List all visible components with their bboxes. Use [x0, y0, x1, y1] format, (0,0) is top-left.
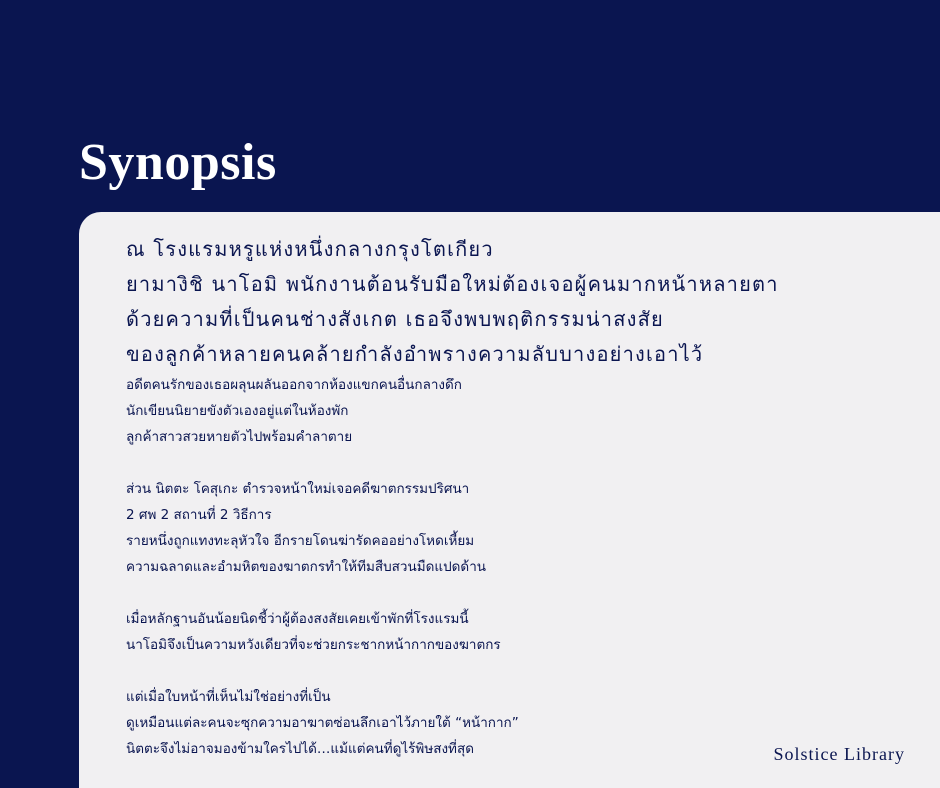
- lead-line: ของลูกค้าหลายคนคล้ายกำลังอำพรางความลับบางอย่างเอาไว้: [126, 342, 704, 366]
- paragraph-1: [126, 372, 926, 450]
- body-line: ความฉลาดและอำมหิตของฆาตกรทำให้ทีมสืบสวนมืดแปดด้าน: [126, 559, 487, 575]
- paragraph-3: [126, 606, 926, 658]
- body-line: แต่เมื่อใบหน้าที่เห็นไม่ใช่อย่างที่เป็น: [126, 689, 331, 705]
- brand-name: Solstice Library: [773, 744, 905, 764]
- body-line: รายหนึ่งถูกแทงทะลุหัวใจ อีกรายโดนฆ่ารัดคออย่างโหดเหี้ยม: [126, 533, 475, 549]
- body-line: อดีตคนรักของเธอผลุนผลันออกจากห้องแขกคนอื่นกลางดึก: [126, 377, 462, 393]
- paragraph-gap: [126, 658, 926, 684]
- body-line: ส่วน นิตตะ โคสุเกะ ตำรวจหน้าใหม่เจอคดีฆาตกรรมปริศนา: [126, 481, 470, 497]
- lead-line: ด้วยความที่เป็นคนช่างสังเกต เธอจึงพบพฤติกรรมน่าสงสัย: [126, 307, 664, 331]
- body-line: ลูกค้าสาวสวยหายตัวไปพร้อมคำลาตาย: [126, 429, 353, 445]
- page-title: Synopsis: [79, 134, 277, 191]
- lead-line: ณ โรงแรมหรูแห่งหนึ่งกลางกรุงโตเกียว: [126, 237, 494, 261]
- paragraph-gap: [126, 450, 926, 476]
- synopsis-content: [126, 232, 926, 762]
- body-line: เมื่อหลักฐานอันน้อยนิดชี้ว่าผู้ต้องสงสัยเคยเข้าพักที่โรงแรมนี้: [126, 611, 469, 627]
- synopsis-card: [79, 212, 940, 788]
- paragraph-2: [126, 476, 926, 580]
- lead-block: [126, 232, 926, 372]
- body-line: นิตตะจึงไม่อาจมองข้ามใครไปได้…แม้แต่คนที่ดูไร้พิษสงที่สุด: [126, 741, 474, 757]
- body-line: นาโอมิจึงเป็นความหวังเดียวที่จะช่วยกระชากหน้ากากของฆาตกร: [126, 637, 501, 653]
- body-line: นักเขียนนิยายขังตัวเองอยู่แต่ในห้องพัก: [126, 403, 349, 419]
- body-line: ดูเหมือนแต่ละคนจะซุกความอาฆาตซ่อนลึกเอาไว้ภายใต้ “หน้ากาก”: [126, 715, 519, 731]
- body-line: 2 ศพ 2 สถานที่ 2 วิธีการ: [126, 507, 272, 523]
- lead-line: ยามางิชิ นาโอมิ พนักงานต้อนรับมือใหม่ต้องเจอผู้คนมากหน้าหลายตา: [126, 272, 779, 296]
- paragraph-gap: [126, 580, 926, 606]
